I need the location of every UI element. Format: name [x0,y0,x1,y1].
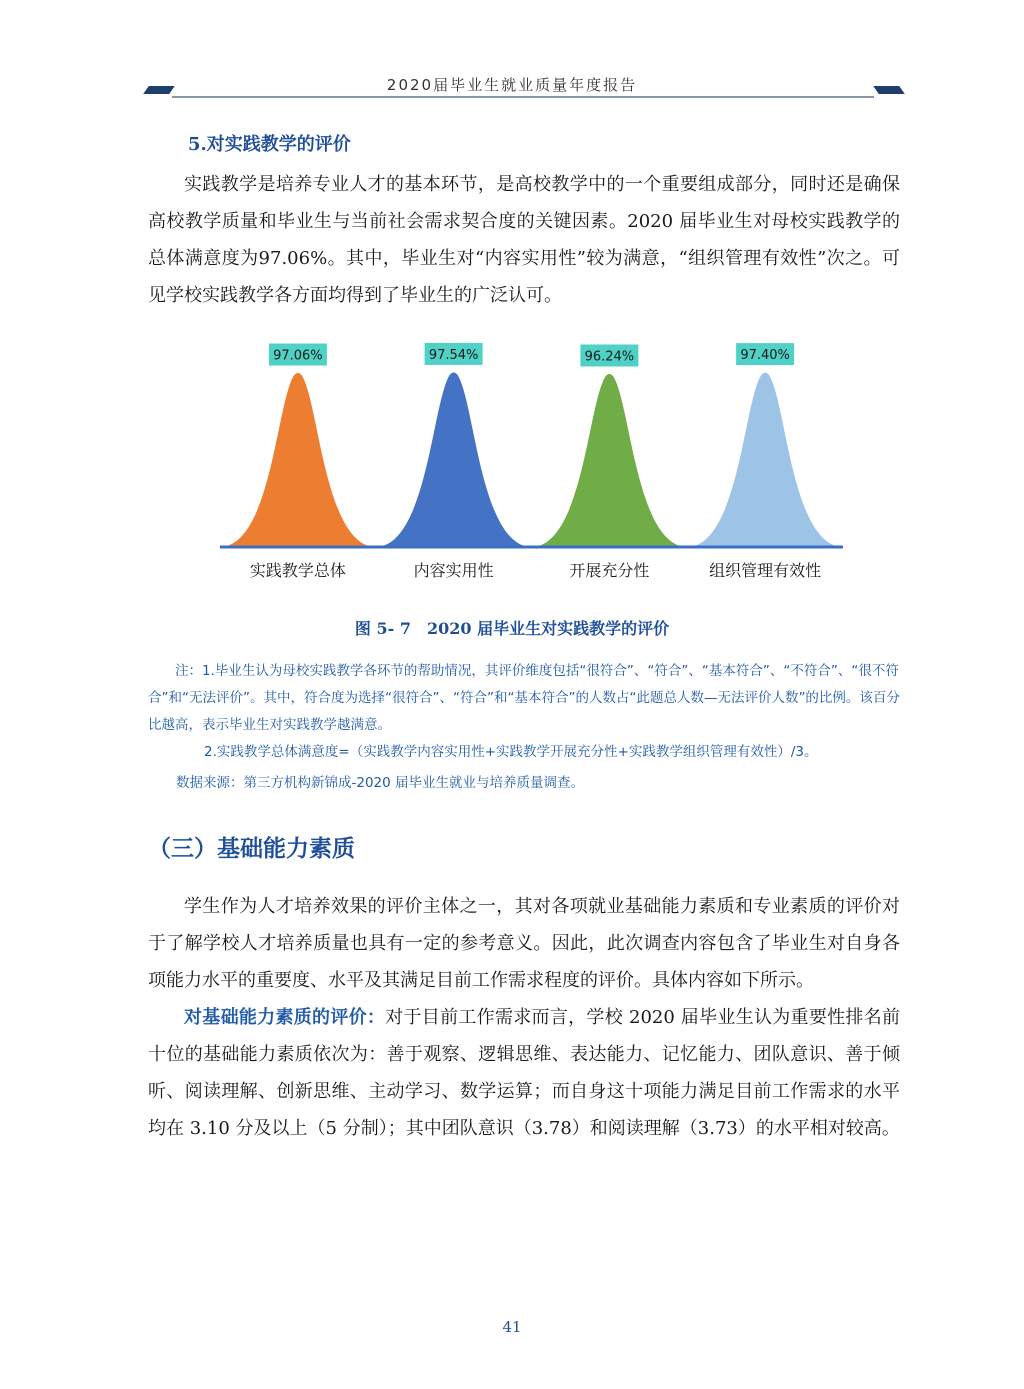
section-5-body [148,166,900,314]
category-label-1: 实践教学总体 [249,561,346,580]
section-3-paragraph-1: 学生作为人才培养效果的评价主体之一，其对各项就业基础能力素质和专业素质的评价对于了解学校人才培养质量也具有一定的参考意义。因此，此次调查内容包含了毕业生对自身各项能力水平的重要度、水平及其满足目前工作需求程度的评价。具体内容如下所示。 [148,896,900,991]
section-3-paragraph-2-text: 对于目前工作需求而言，学校 2020 届毕业生认为重要性排名前十位的基础能力素质依次为：善于观察、逻辑思维、表达能力、记忆能力、团队意识、善于倾听、阅读理解、创新思维、主动学习、数学运算；而自身这十项能力满足目前工作需求的水平均在 3.10 分及以上（5 分制）；其中团队意识（3.78）和阅读理解（3.73）的水平相对较高。 [148,1007,901,1139]
value-label-3 [580,345,638,367]
category-label-4: 组织管理有效性 [709,561,822,580]
value-label-text-3: 96.24% [584,349,635,365]
section-3-body [148,888,900,1147]
section-5-title: 5.对实践教学的评价 [188,134,351,155]
value-label-4 [736,343,794,365]
peak-2 [378,372,530,547]
value-label-text-4: 97.40% [740,348,790,364]
chart-tick-labels [250,561,821,580]
chart-marks [222,343,841,547]
category-label-2: 内容实用性 [413,561,494,580]
section-3-paragraph-2 [148,999,900,1147]
peak-3 [534,374,686,547]
practice-teaching-chart [205,330,855,590]
header-title: 2020届毕业生就业质量年度报告 [386,76,638,94]
peak-4 [689,373,841,547]
value-label-1 [269,344,327,366]
peak-1 [222,373,374,547]
page-number: 41 [502,1318,522,1336]
value-label-text-1: 97.06% [273,348,323,364]
figure-caption: 图 5- 7 2020 届毕业生对实践教学的评价 [354,619,670,638]
header-right-mark [873,86,905,94]
lead-label: 对基础能力素质的评价： [184,1007,386,1028]
section-5-paragraph: 实践教学是培养专业人才的基本环节，是高校教学中的一个重要组成部分，同时还是确保高校教学质量和毕业生与当前社会需求契合度的关键因素。2020 届毕业生对母校实践教学的总体满意度为97.06%。其中，毕业生对“内容实用性”较为满意，“组织管理有效性”次之。可见学校实践教学各方面均得到了毕业生的广泛认可。 [148,174,900,306]
data-source: 数据来源：第三方机构新锦成-2020 届毕业生就业与培养质量调查。 [176,775,585,791]
header-rule [172,96,874,98]
note-2: 2.实践教学总体满意度=（实践教学内容实用性+实践教学开展充分性+实践教学组织管理有效性）/3。 [204,744,818,760]
value-label-2 [425,343,483,365]
value-label-text-2: 97.54% [428,347,479,363]
figure-notes [148,658,908,797]
category-label-3: 开展充分性 [569,561,650,580]
section-3-title: （三）基础能力素质 [148,836,355,862]
note-1: 注：1.毕业生认为母校实践教学各环节的帮助情况，其评价维度包括“很符合”、“符合”、“基本符合”、“不符合”、“很不符合”和“无法评价”。其中，符合度为选择“很符合”、“符合”和“基本符合”的人数占“此题总人数—无法评价人数”的比例。该百分比越高，表示毕业生对实践教学越满意。 [148,663,900,733]
